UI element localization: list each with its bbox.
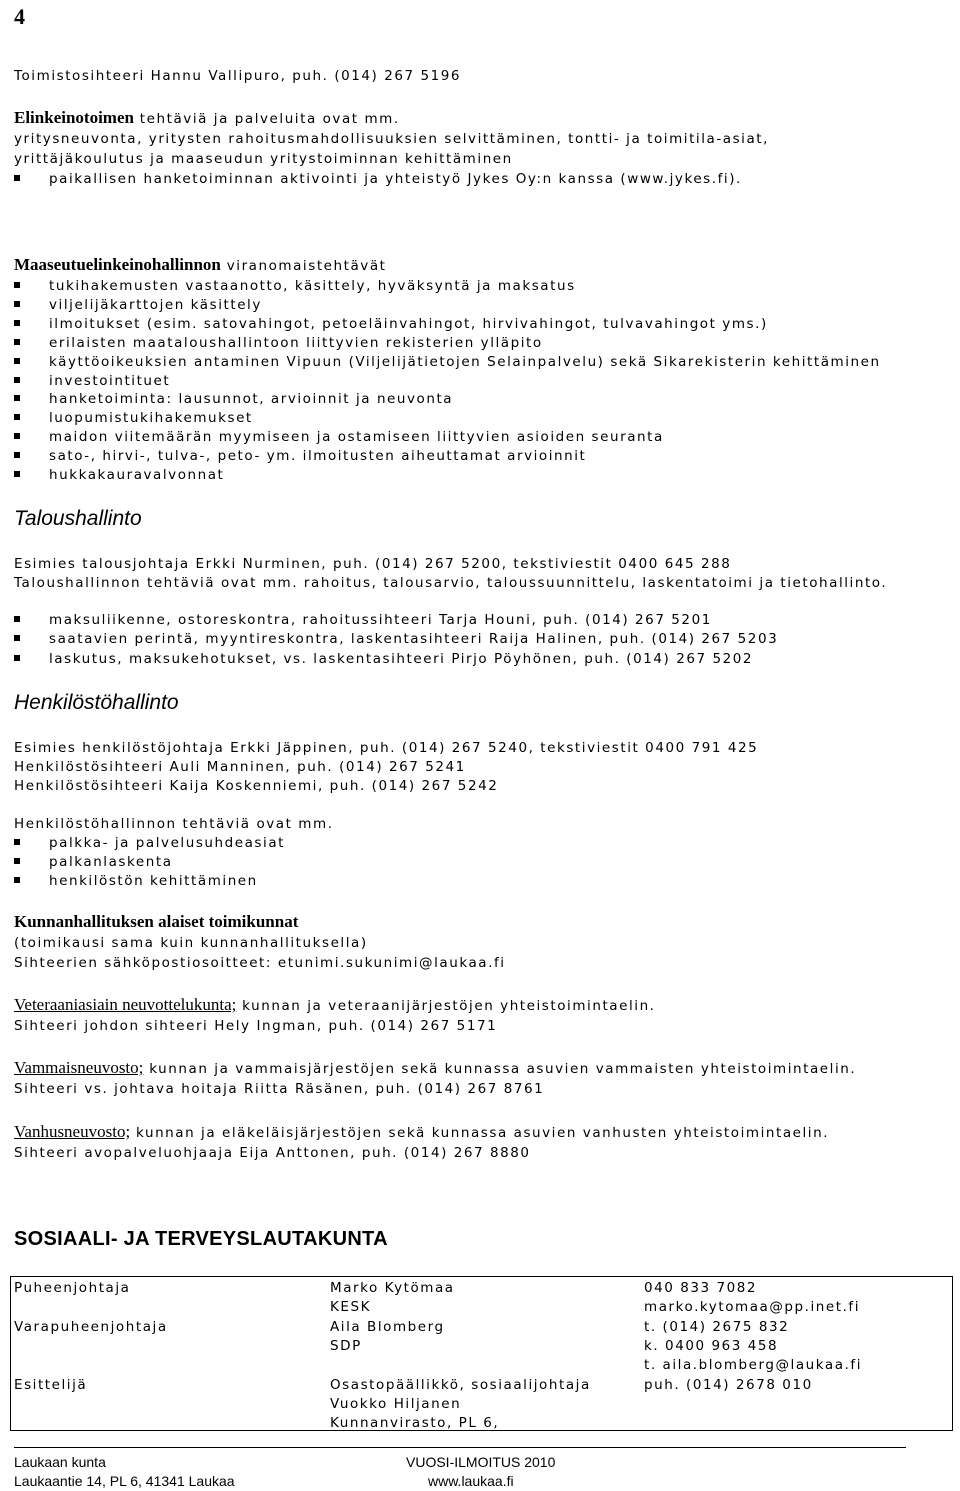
elinkeino-rest: tehtäviä ja palveluita ovat mm. — [133, 111, 400, 127]
footer-report: VUOSI-ILMOITUS 2010 — [406, 1454, 556, 1470]
list-item-text: käyttöoikeuksien antaminen Vipuun (Viljelijätietojen Selainpalvelu) sekä Sikarekisterin kehittäminen — [49, 354, 881, 370]
talous-esimies: Esimies talousjohtaja Erkki Nurminen, puh. (014) 267 5200, tekstiviestit 0400 645 288 — [14, 556, 732, 572]
list-item-text: saatavien perintä, myyntireskontra, laskentasihteeri Raija Halinen, puh. (014) 267 5203 — [49, 631, 779, 647]
vanhus-desc: kunnan ja eläkeläisjärjestöjen sekä kunnassa asuvien vanhusten yhteistoimintaelin. — [130, 1125, 830, 1141]
bullet-icon — [14, 414, 20, 420]
list-item-text: henkilöstön kehittäminen — [49, 873, 258, 889]
bullet-icon — [14, 175, 20, 181]
footer-address: Laukaantie 14, PL 6, 41341 Laukaa — [14, 1473, 235, 1489]
bullet-icon — [14, 471, 20, 477]
vanhus-sihteeri: Sihteeri avopalveluohjaaja Eija Anttonen, puh. (014) 267 8880 — [14, 1145, 531, 1161]
table-cell-title: Osastopäällikkö, sosiaalijohtaja — [330, 1377, 591, 1393]
table-cell-address: Kunnanvirasto, PL 6, — [330, 1415, 500, 1431]
table-cell-phone-2: k. 0400 963 458 — [644, 1338, 779, 1354]
bullet-icon — [14, 301, 20, 307]
veteraani-desc: kunnan ja veteraanijärjestöjen yhteistoimintaelin. — [236, 998, 656, 1014]
veteraani-sihteeri: Sihteeri johdon sihteeri Hely Ingman, puh. (014) 267 5171 — [14, 1018, 498, 1034]
henkilosto-sihteeri-1: Henkilöstösihteeri Auli Manninen, puh. (014) 267 5241 — [14, 759, 466, 775]
henkilosto-heading: Henkilöstöhallinto — [14, 691, 179, 714]
elinkeino-line3: yrittäjäkoulutus ja maaseudun yritystoiminnan kehittäminen — [14, 151, 513, 167]
toimikunnat-heading — [14, 913, 298, 932]
table-cell-phone: 040 833 7082 — [644, 1280, 758, 1296]
table-cell-phone: puh. (014) 2678 010 — [644, 1377, 813, 1393]
maaseutu-intro — [14, 256, 387, 275]
list-item-text: erilaisten maataloushallintoon liittyvien rekisterien ylläpito — [49, 335, 543, 351]
elinkeino-intro — [14, 109, 400, 128]
list-item-text: ilmoitukset (esim. satovahingot, petoeläinvahingot, hirvivahingot, tulvavahingot yms.) — [49, 316, 768, 332]
bullet-icon — [14, 433, 20, 439]
contact-vallipuro: Toimistosihteeri Hannu Vallipuro, puh. (014) 267 5196 — [14, 68, 462, 84]
footer-web: www.laukaa.fi — [428, 1473, 514, 1489]
bullet-icon — [14, 858, 20, 864]
toimikunnat-kausi: (toimikausi sama kuin kunnanhallituksella) — [14, 935, 368, 951]
vanhus-name: Vanhusneuvosto; — [14, 1122, 131, 1141]
sosiaali-heading: SOSIAALI- JA TERVEYSLAUTAKUNTA — [14, 1228, 388, 1250]
henkilosto-esimies: Esimies henkilöstöjohtaja Erkki Jäppinen, puh. (014) 267 5240, tekstiviestit 0400 791 425 — [14, 740, 759, 756]
bullet-icon — [14, 377, 20, 383]
table-cell-role: Puheenjohtaja — [14, 1280, 131, 1296]
vammais-line — [14, 1059, 856, 1078]
footer-org: Laukaan kunta — [14, 1454, 106, 1470]
list-item-text: maksuliikenne, ostoreskontra, rahoitussihteeri Tarja Houni, puh. (014) 267 5201 — [49, 612, 712, 628]
bullet-icon — [14, 839, 20, 845]
talous-heading: Taloushallinto — [14, 507, 142, 530]
toimikunnat-heading-text: Kunnanhallituksen alaiset toimikunnat — [14, 912, 299, 931]
table-cell-phone: t. (014) 2675 832 — [644, 1319, 790, 1335]
talous-tehtavat: Taloushallinnon tehtäviä ovat mm. rahoitus, talousarvio, taloussuunnittelu, laskentatoimi ja tietohallinto. — [14, 575, 888, 591]
list-item-text: tukihakemusten vastaanotto, käsittely, hyväksyntä ja maksatus — [49, 278, 576, 294]
veteraani-line — [14, 996, 656, 1015]
list-item-text: palkka- ja palvelusuhdeasiat — [49, 835, 285, 851]
table-cell-role: Esittelijä — [14, 1377, 88, 1393]
vanhus-line — [14, 1123, 829, 1142]
table-cell-role: Varapuheenjohtaja — [14, 1319, 168, 1335]
list-item-text: maidon viitemäärän myymiseen ja ostamiseen liittyvien asioiden seuranta — [49, 429, 664, 445]
henkilosto-sihteeri-2: Henkilöstösihteeri Kaija Koskenniemi, puh. (014) 267 5242 — [14, 778, 499, 794]
henkilosto-tehtavat: Henkilöstöhallinnon tehtäviä ovat mm. — [14, 816, 334, 832]
toimikunnat-email: Sihteerien sähköpostiosoitteet: etunimi.sukunimi@laukaa.fi — [14, 955, 506, 971]
table-cell-party: KESK — [330, 1299, 372, 1315]
list-item-text: laskutus, maksukehotukset, vs. laskentasihteeri Pirjo Pöyhönen, puh. (014) 267 5202 — [49, 651, 754, 667]
elinkeino-lead: Elinkeinotoimen — [14, 108, 134, 127]
bullet-icon — [14, 635, 20, 641]
bullet-icon — [14, 616, 20, 622]
list-item-text: hukkakauravalvonnat — [49, 467, 225, 483]
bullet-icon — [14, 282, 20, 288]
bullet-icon — [14, 358, 20, 364]
table-cell-email: marko.kytomaa@pp.inet.fi — [644, 1299, 861, 1315]
bullet-icon — [14, 395, 20, 401]
list-item-text: investointituet — [49, 373, 171, 389]
list-item-text: hanketoiminta: lausunnot, arvioinnit ja neuvonta — [49, 391, 454, 407]
bullet-icon — [14, 655, 20, 661]
veteraani-name: Veteraaniasiain neuvottelukunta; — [14, 995, 237, 1014]
table-cell-name: Aila Blomberg — [330, 1319, 445, 1335]
table-cell-email: t. aila.blomberg@laukaa.fi — [644, 1357, 863, 1373]
vammais-sihteeri: Sihteeri vs. johtava hoitaja Riitta Räsänen, puh. (014) 267 8761 — [14, 1081, 545, 1097]
bullet-icon — [14, 452, 20, 458]
vammais-name: Vammaisneuvosto; — [14, 1058, 144, 1077]
bullet-text: paikallisen hanketoiminnan aktivointi ja yhteistyö Jykes Oy:n kanssa (www.jykes.fi). — [49, 171, 742, 187]
bullet-icon — [14, 339, 20, 345]
table-cell-name: Vuokko Hiljanen — [330, 1396, 462, 1412]
list-item-text: sato-, hirvi-, tulva-, peto- ym. ilmoitusten aiheuttamat arvioinnit — [49, 448, 587, 464]
bullet-icon — [14, 877, 20, 883]
footer-divider — [14, 1447, 906, 1448]
table-cell-name: Marko Kytömaa — [330, 1280, 455, 1296]
bullet-icon — [14, 320, 20, 326]
table-cell-party: SDP — [330, 1338, 362, 1354]
list-item-text: luopumistukihakemukset — [49, 410, 253, 426]
page-number: 4 — [14, 4, 25, 29]
maaseutu-lead: Maaseutuelinkeinohallinnon — [14, 255, 221, 274]
list-item-text: viljelijäkarttojen käsittely — [49, 297, 262, 313]
vammais-desc: kunnan ja vammaisjärjestöjen sekä kunnassa asuvien vammaisten yhteistoimintaelin. — [143, 1061, 857, 1077]
elinkeino-line2: yritysneuvonta, yritysten rahoitusmahdollisuuksien selvittäminen, tontti- ja toimitila-asiat, — [14, 131, 769, 147]
list-item-text: palkanlaskenta — [49, 854, 173, 870]
maaseutu-rest: viranomaistehtävät — [220, 258, 387, 274]
